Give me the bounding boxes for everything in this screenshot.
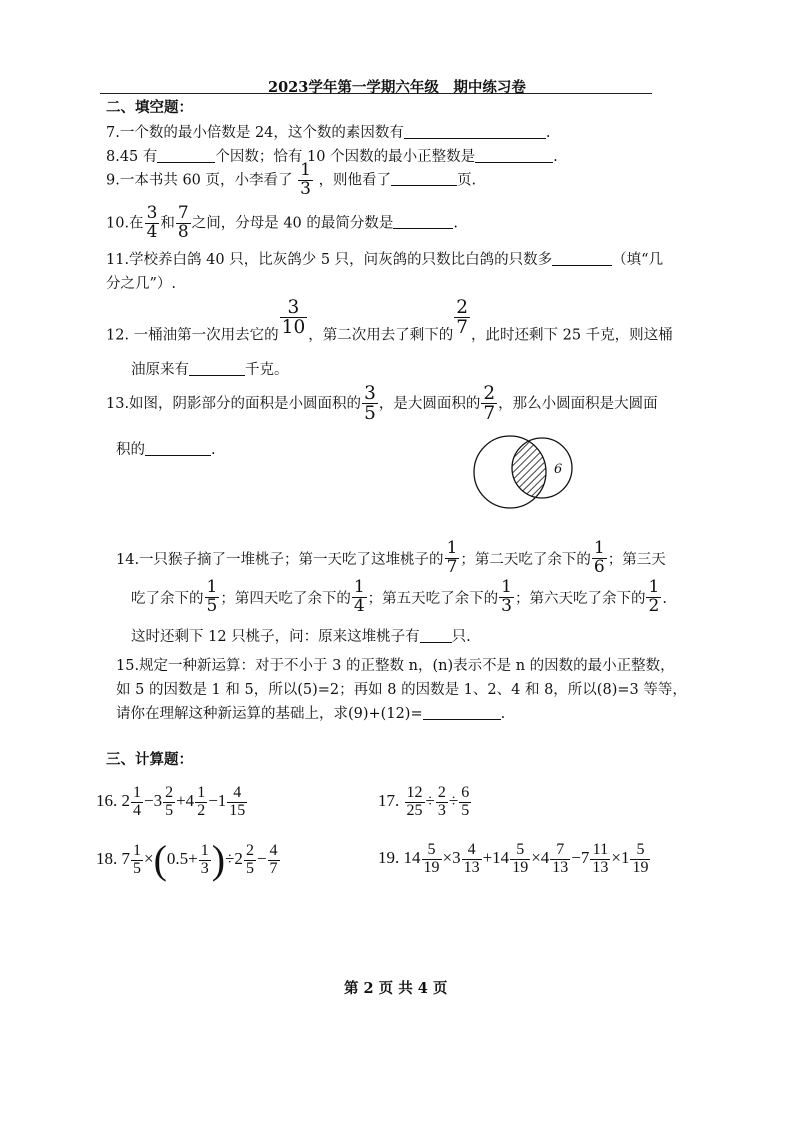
fraction: $\frac{2}{5}$ <box>245 841 254 877</box>
q14-text-f: ；第四天吃了余下的 <box>220 590 351 607</box>
question-9 <box>106 162 476 199</box>
q14-line2 <box>131 579 667 616</box>
fraction: $\frac{1}{3}$ <box>200 841 209 877</box>
fraction: $\frac{1}{4}$ <box>133 784 141 819</box>
question-19: 19. 14 $\frac{5}{19}$ ×3 $\frac{4}{13}$ +14 $\frac{5}{19}$ ×4 $\frac{7}{13}$ −7 $\frac{11}{13}$ ×1 $\frac{5}{19}$ <box>378 841 649 876</box>
q12-text-c: ，此时还剩下 25 千克，则这桶 <box>471 327 673 344</box>
q9-text-a: 9.一本书共 60 页，小李看了 <box>106 172 293 189</box>
header-divider <box>100 93 652 94</box>
q15-line3 <box>116 702 505 723</box>
q10-end: . <box>453 215 458 232</box>
question-13 <box>106 384 658 424</box>
question-7 <box>106 121 551 142</box>
fraction: $\frac{4}{13}$ <box>463 841 480 876</box>
question-10 <box>106 205 458 242</box>
q13-text-b: ，是大圆面积的 <box>378 395 481 412</box>
answer-blank[interactable] <box>157 149 215 163</box>
q11-line2: 分之几”）. <box>106 276 177 292</box>
exam-title: 2023学年第一学期六年级 期中练习卷 <box>268 79 526 96</box>
fraction: $\frac{3}{4}$ <box>146 203 158 242</box>
answer-blank[interactable] <box>475 149 553 163</box>
fraction: $\frac{1}{7}$ <box>446 538 458 577</box>
fraction: $\frac{4}{15}$ <box>229 784 246 819</box>
q14-text-k: 只. <box>451 629 471 645</box>
fraction: $\frac{1}{4}$ <box>353 577 365 616</box>
answer-blank[interactable] <box>391 172 457 186</box>
fraction: $\frac{1}{3}$ <box>501 577 512 616</box>
fraction: $\frac{2}{7}$ <box>483 383 496 425</box>
page-number: 第 2 页 共 4 页 <box>344 980 448 997</box>
fraction: $\frac{2}{5}$ <box>165 784 174 819</box>
q14-text-i: . <box>662 590 667 607</box>
question-18: 18. 7 $\frac{1}{5}$ ×(0.5+ $\frac{1}{3}$ )÷2 $\frac{2}{5}$ − $\frac{4}{7}$ <box>96 837 278 882</box>
fraction: $\frac{11}{13}$ <box>592 841 609 876</box>
q14-text-e: 吃了余下的 <box>131 590 204 607</box>
q14-text-j: 这时还剩下 12 只桃子，问：原来这堆桃子有 <box>131 629 420 645</box>
fraction: $\frac{5}{19}$ <box>423 841 440 876</box>
fraction: $\frac{6}{5}$ <box>461 784 470 819</box>
fraction: $\frac{5}{19}$ <box>632 841 649 876</box>
q7-end: . <box>545 125 551 141</box>
q12-text-a: 12. 一桶油第一次用去它的 <box>106 327 279 344</box>
question-16: 16. 2 $\frac{1}{4}$ −3 $\frac{2}{5}$ +4 $\frac{1}{2}$ −1 $\frac{4}{15}$ <box>96 784 246 819</box>
answer-blank[interactable] <box>393 215 453 229</box>
fraction: $\frac{7}{13}$ <box>552 841 569 876</box>
fraction: $\frac{1}{3}$ <box>300 160 311 199</box>
q14-text-b: ；第二天吃了余下的 <box>460 551 591 568</box>
answer-blank[interactable] <box>189 362 245 376</box>
fraction: $\frac{5}{19}$ <box>512 841 529 876</box>
q8-text-a: 8.45 有 <box>106 149 158 165</box>
q10-text-m: 和 <box>160 215 175 232</box>
q13-text-d: 积的 <box>116 442 145 458</box>
fraction: $\frac{4}{7}$ <box>269 841 278 877</box>
fraction: $\frac{1}{6}$ <box>593 538 605 577</box>
overlapping-circles-figure <box>468 432 586 512</box>
q13-end: . <box>211 442 216 458</box>
fraction: $\frac{2}{3}$ <box>437 784 446 819</box>
answer-blank[interactable] <box>423 706 501 720</box>
q7-text: 7.一个数的最小倍数是 24，这个数的素因数有 <box>106 125 404 141</box>
q12-line2 <box>131 358 289 379</box>
fraction: $\frac{7}{8}$ <box>177 203 189 242</box>
figure-label: 6 <box>554 462 563 477</box>
q11-text-b: （填“几 <box>612 252 664 268</box>
q14-text-g: ；第五天吃了余下的 <box>367 590 499 607</box>
q12-text-b: ，第二次用去了剩下的 <box>308 327 454 344</box>
q10-text-a: 10.在 <box>106 215 144 232</box>
fraction: $\frac{2}{7}$ <box>456 297 468 339</box>
q11-text-a: 11.学校养白鸽 40 只，比灰鸽少 5 只，问灰鸽的只数比白鸽的只数多 <box>106 252 553 268</box>
q12-text-d: 油原来有 <box>131 362 189 378</box>
section-fill-in-title: 二、填空题： <box>106 100 193 116</box>
fraction: $\frac{1}{2}$ <box>648 577 660 616</box>
answer-blank[interactable] <box>420 629 452 643</box>
answer-blank[interactable] <box>404 125 546 139</box>
q8-end: . <box>553 149 558 165</box>
q14-text-h: ；第六天吃了余下的 <box>514 590 646 607</box>
q9-end: 页. <box>457 172 477 189</box>
answer-blank[interactable] <box>145 442 211 456</box>
q15-end: . <box>500 706 506 722</box>
q15-line1: 15.规定一种新运算：对于不小于 3 的正整数 n，(n)表示不是 n 的因数的最小正整数， <box>116 658 675 674</box>
q13-text-a: 13.如图，阴影部分的面积是小圆面积的 <box>106 395 362 412</box>
q14-text-c: ；第三天 <box>607 551 666 568</box>
q15-line2: 如 5 的因数是 1 和 5，所以(5)=2；再如 8 的因数是 1、2、4 和 8，所以(8)=3 等等， <box>116 682 687 698</box>
q13-text-c: ，那么小圆面积是大圆面 <box>498 395 658 412</box>
question-11 <box>106 248 663 269</box>
answer-blank[interactable] <box>552 252 612 266</box>
fraction: $\frac{1}{5}$ <box>133 841 141 877</box>
q14-text-a: 14.一只猴子摘了一堆桃子；第一天吃了这堆桃子的 <box>116 551 444 568</box>
fraction: $\frac{1}{5}$ <box>206 577 218 616</box>
q13-line2 <box>116 438 216 459</box>
q15-text: 请你在理解这种新运算的基础上，求(9)+(12)= <box>116 706 423 722</box>
fraction: $\frac{1}{2}$ <box>197 784 206 819</box>
question-14 <box>116 540 666 577</box>
q8-text-b: 个因数；恰有 10 个因数的最小正整数是 <box>215 149 476 165</box>
q9-text-b: ，则他看了 <box>318 172 392 189</box>
question-12 <box>106 298 673 344</box>
fraction: $\frac{3}{5}$ <box>364 383 376 425</box>
question-17: 17. $\frac{12}{25}$ ÷ $\frac{2}{3}$ ÷ $\frac{6}{5}$ <box>378 784 470 819</box>
fraction: $\frac{3}{10}$ <box>281 297 306 339</box>
q14-line3 <box>131 625 471 646</box>
section-calc-title: 三、计算题： <box>106 752 193 768</box>
fraction: $\frac{12}{25}$ <box>406 784 423 819</box>
q12-text-e: 千克。 <box>245 362 289 378</box>
q10-text-b: 之间，分母是 40 的最简分数是 <box>191 215 394 232</box>
